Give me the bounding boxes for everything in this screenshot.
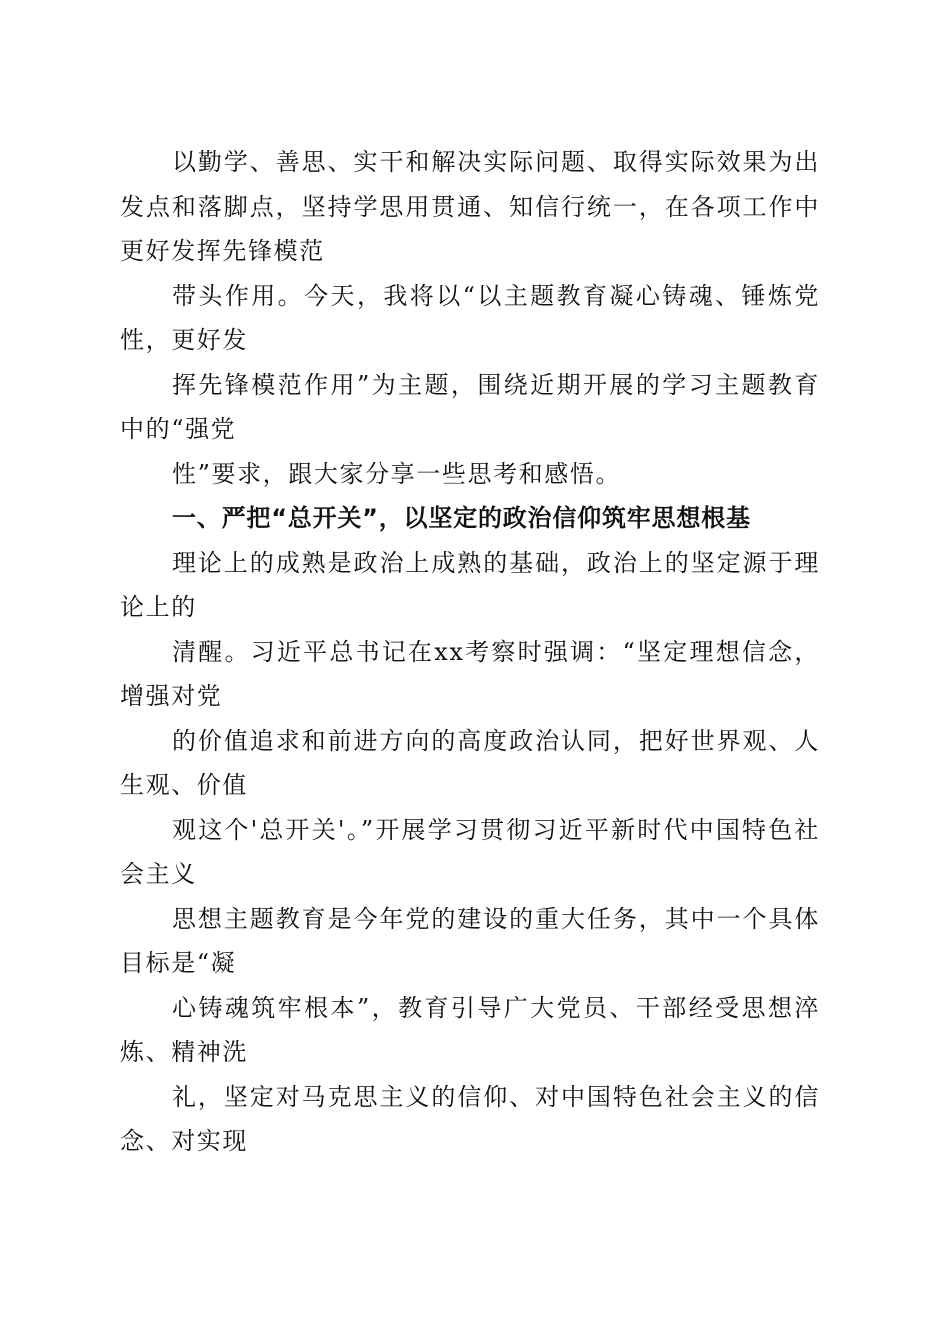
paragraph: 理论上的成熟是政治上成熟的基础，政治上的坚定源于理论上的 — [120, 548, 820, 621]
paragraph: 清醒。习近平总书记在xx考察时强调：“坚定理想信念，增强对党 — [120, 637, 820, 710]
paragraph: 挥先锋模范作用”为主题，围绕近期开展的学习主题教育中的“强党 — [120, 370, 820, 443]
paragraph: 观这个'总开关'。”开展学习贯彻习近平新时代中国特色社会主义 — [120, 815, 820, 888]
paragraph: 的价值追求和前进方向的高度政治认同，把好世界观、人生观、价值 — [120, 726, 820, 799]
document-body — [120, 140, 820, 1164]
paragraph: 思想主题教育是今年党的建设的重大任务，其中一个具体目标是“凝 — [120, 904, 820, 977]
paragraph: 性”要求，跟大家分享一些思考和感悟。 — [172, 459, 622, 488]
paragraph: 带头作用。今天，我将以“以主题教育凝心铸魂、锤炼党性，更好发 — [120, 281, 820, 354]
paragraph: 礼，坚定对马克思主义的信仰、对中国特色社会主义的信念、对实现 — [120, 1082, 820, 1155]
paragraph: 心铸魂筑牢根本”，教育引导广大党员、干部经受思想淬炼、精神洗 — [120, 993, 820, 1066]
section-heading: 一、严把“总开关”，以坚定的政治信仰筑牢思想根基 — [172, 504, 751, 532]
paragraph: 以勤学、善思、实干和解决实际问题、取得实际效果为出发点和落脚点，坚持学思用贯通、知信行统一，在各项工作中更好发挥先锋模范 — [120, 148, 820, 265]
